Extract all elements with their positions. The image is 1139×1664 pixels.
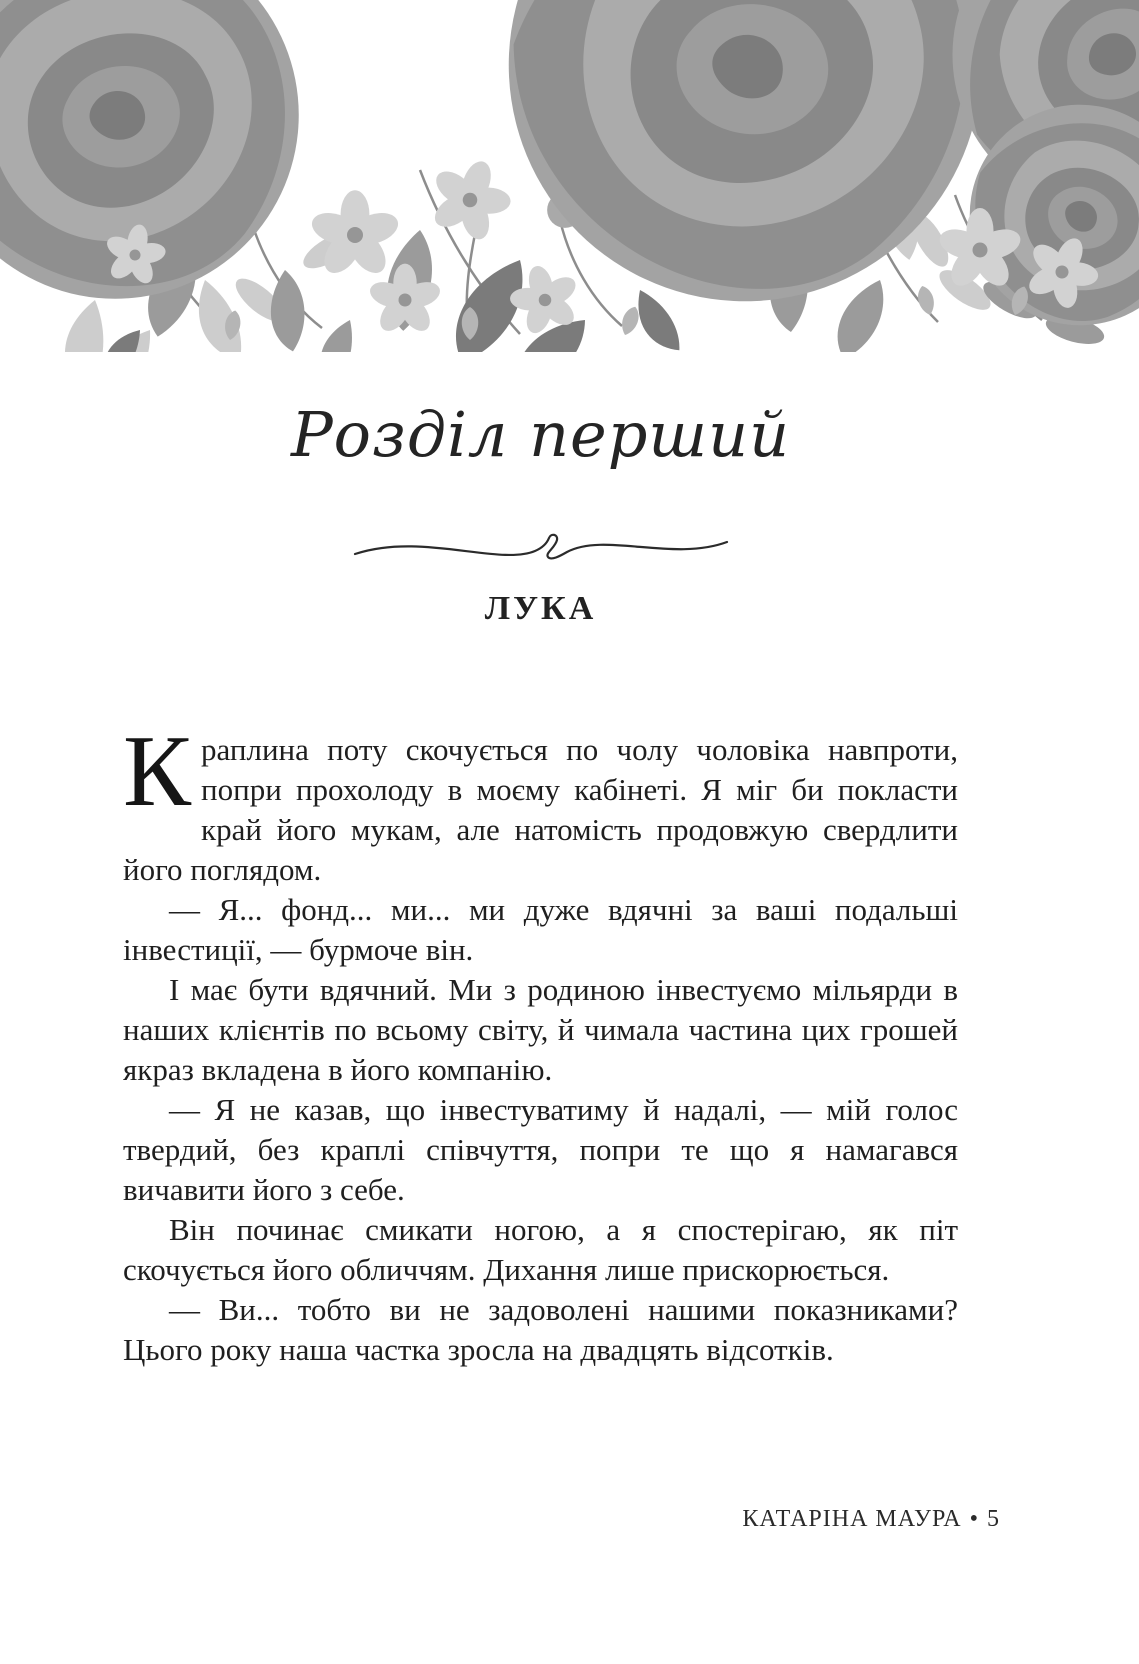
floral-header-illustration bbox=[0, 0, 1139, 352]
footer-page-number: 5 bbox=[987, 1506, 1000, 1532]
page-footer bbox=[123, 1506, 1000, 1533]
flourish-divider-icon bbox=[351, 524, 731, 566]
divider-wrap bbox=[123, 524, 958, 566]
footer-separator: • bbox=[969, 1506, 979, 1532]
drop-cap: К bbox=[123, 715, 192, 828]
paragraph: — Ви... тобто ви не задоволені нашими показниками? Цього року наша частка зросла на двадцять відсотків. bbox=[123, 1292, 958, 1367]
footer-author: КАТАРІНА МАУРА bbox=[742, 1506, 962, 1532]
paragraph: — Я... фонд... ми... ми дуже вдячні за ваші подальші інвестиції, — бурмоче він. bbox=[123, 892, 958, 967]
chapter-title: Розділ перший bbox=[290, 398, 791, 471]
body-text bbox=[123, 715, 958, 1370]
paragraph: І має бути вдячний. Ми з родиною інвестуємо мільярди в наших клієнтів по всьому світу, й чимала частина цих грошей якраз вкладена в його компанію. bbox=[123, 972, 958, 1087]
paragraph: Він починає смикати ногою, а я спостерігаю, як піт скочується його обличчям. Дихання лише прискорюється. bbox=[123, 1212, 958, 1287]
paragraph: — Я не казав, що інвестуватиму й надалі, — мій голос твердий, без краплі співчуття, попри те що я намагався вичавити його з себе. bbox=[123, 1092, 958, 1207]
section-title: ЛУКА bbox=[484, 590, 597, 627]
paragraph: Краплина поту скочується по чолу чоловіка навпроти, попри прохолоду в моєму кабінеті. Я міг би покласти край його мукам, але натомість продовжую свердлити його поглядом. bbox=[123, 715, 958, 887]
